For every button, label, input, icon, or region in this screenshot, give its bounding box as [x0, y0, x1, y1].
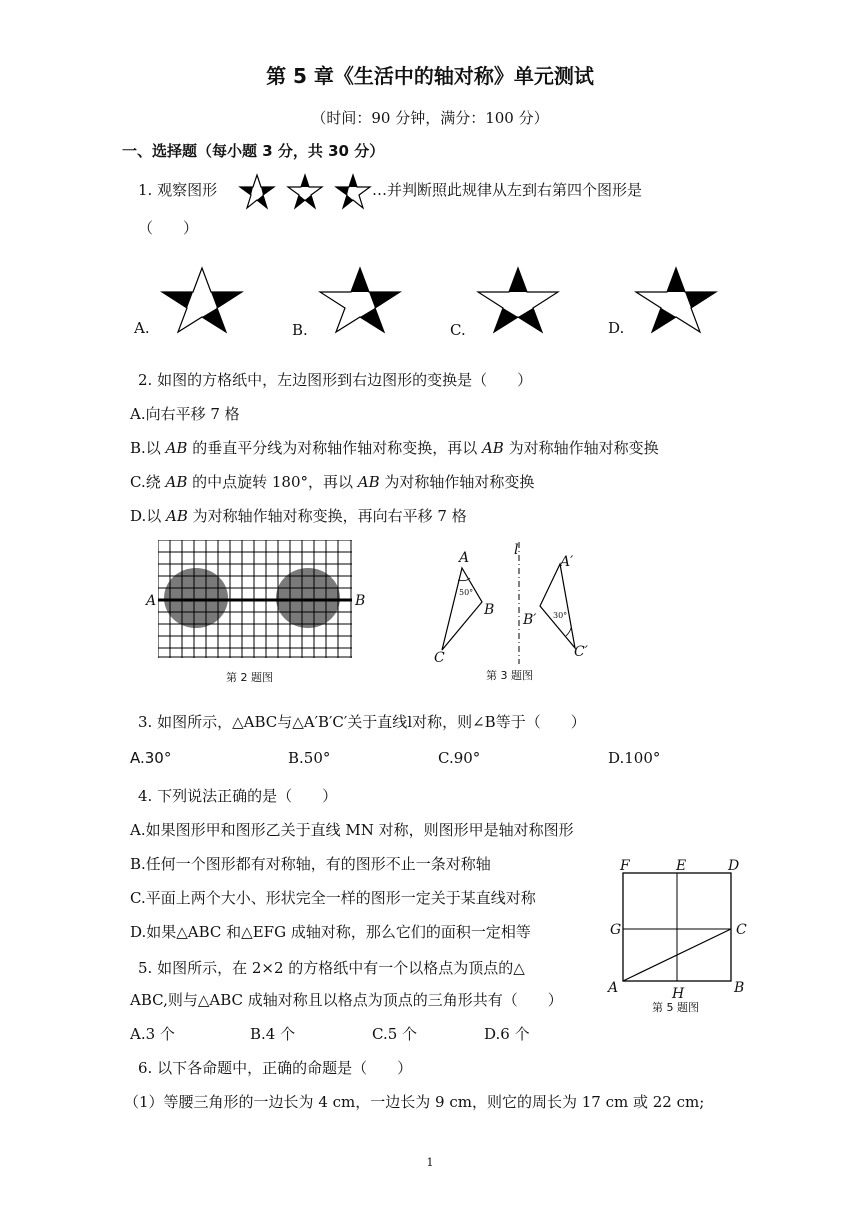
- page-number: 1: [426, 1156, 434, 1169]
- q3-caption: 第 3 题图: [486, 669, 533, 682]
- q3-option-b: B.50°: [288, 749, 331, 767]
- q1-option-d-star: [634, 266, 718, 334]
- q2-option-b: B.以 AB 的垂直平分线为对称轴作轴对称变换，再以 AB 为对称轴作轴对称变换: [130, 439, 659, 457]
- q2-label-b: B: [355, 593, 366, 609]
- q1-sequence-figures: [236, 172, 376, 210]
- q3-option-a: A.30°: [130, 749, 172, 767]
- q5-label-d: D: [728, 858, 740, 874]
- q3-angle-50: 50°: [459, 588, 474, 597]
- q3-label-l: l: [514, 542, 519, 558]
- q5-label-f: F: [620, 858, 630, 874]
- q5-option-c: C.5 个: [372, 1025, 418, 1043]
- q5-label-e: E: [676, 858, 687, 874]
- q1-option-b-label: B.: [292, 321, 308, 339]
- section-heading: 一、选择题（每小题 3 分，共 30 分）: [122, 142, 385, 160]
- q1-option-a-star: [160, 266, 244, 334]
- q6-item-1: （1）等腰三角形的一边长为 4 cm，一边长为 9 cm，则它的周长为 17 cm 或 22 cm;: [124, 1093, 705, 1111]
- q3-option-c: C.90°: [438, 749, 481, 767]
- q4-option-a: A.如果图形甲和图形乙关于直线 MN 对称，则图形甲是轴对称图形: [130, 821, 574, 839]
- q3-label-b-prime: B′: [523, 612, 537, 628]
- q3-angle-30: 30°: [553, 611, 568, 620]
- q4-stem: 4. 下列说法正确的是（ ）: [138, 787, 338, 805]
- q5-option-d: D.6 个: [484, 1025, 530, 1043]
- q2-option-d: D.以 AB 为对称轴作轴对称变换，再向右平移 7 格: [130, 507, 467, 525]
- q1-option-c-label: C.: [450, 321, 466, 339]
- q1-stem-a: 1. 观察图形: [138, 181, 218, 199]
- star-icon: [336, 175, 370, 208]
- q4-option-c: C.平面上两个大小、形状完全一样的图形一定关于某直线对称: [130, 889, 536, 907]
- star-icon: [240, 175, 274, 208]
- q3-label-a-prime: A′: [560, 554, 574, 570]
- q2-label-a: A: [146, 593, 157, 609]
- q2-grid-figure: [158, 540, 352, 658]
- q5-label-h: H: [672, 986, 685, 1002]
- q2-option-a: A.向右平移 7 格: [130, 405, 240, 423]
- q3-stem: 3. 如图所示，△ABC与△A′B′C′关于直线l对称，则∠B等于（ ）: [138, 713, 586, 731]
- q5-option-b: B.4 个: [250, 1025, 296, 1043]
- q3-label-b: B: [484, 602, 495, 618]
- q2-caption: 第 2 题图: [226, 671, 273, 684]
- exam-subtitle: （时间：90 分钟，满分：100 分）: [311, 109, 549, 127]
- q4-option-b: B.任何一个图形都有对称轴，有的图形不止一条对称轴: [130, 855, 491, 873]
- q5-label-g: G: [610, 922, 622, 938]
- q3-label-a: A: [459, 550, 470, 566]
- q2-stem: 2. 如图的方格纸中，左边图形到右边图形的变换是（ ）: [138, 371, 533, 389]
- q3-label-c-prime: C′: [574, 644, 588, 660]
- q1-option-a-label: A.: [134, 319, 150, 337]
- q5-label-a: A: [608, 980, 619, 996]
- star-icon: [288, 175, 322, 208]
- q3-option-d: D.100°: [608, 749, 661, 767]
- q5-square-figure: [622, 872, 734, 984]
- q5-label-b: B: [734, 980, 745, 996]
- q5-option-a: A.3 个: [130, 1025, 175, 1043]
- q1-option-b-star: [318, 266, 402, 334]
- q5-stem-line1: 5. 如图所示，在 2×2 的方格纸中有一个以格点为顶点的△: [138, 959, 525, 977]
- q4-option-d: D.如果△ABC 和△EFG 成轴对称，那么它们的面积一定相等: [130, 923, 531, 941]
- page-title: 第 5 章《生活中的轴对称》单元测试: [266, 64, 594, 88]
- q5-label-c: C: [736, 922, 747, 938]
- q1-option-c-star: [476, 266, 560, 334]
- q1-stem-b: …并判断照此规律从左到右第四个图形是: [372, 181, 643, 199]
- q6-stem: 6. 以下各命题中，正确的命题是（ ）: [138, 1059, 413, 1077]
- q5-caption: 第 5 题图: [652, 1001, 699, 1014]
- q1-option-d-label: D.: [608, 319, 625, 337]
- q2-option-c: C.绕 AB 的中点旋转 180°，再以 AB 为对称轴作轴对称变换: [130, 473, 535, 491]
- q5-stem-line2: ABC,则与△ABC 成轴对称且以格点为顶点的三角形共有（ ）: [130, 991, 563, 1009]
- q1-answer-paren: （ ）: [138, 219, 199, 237]
- q3-label-c: C: [434, 650, 445, 666]
